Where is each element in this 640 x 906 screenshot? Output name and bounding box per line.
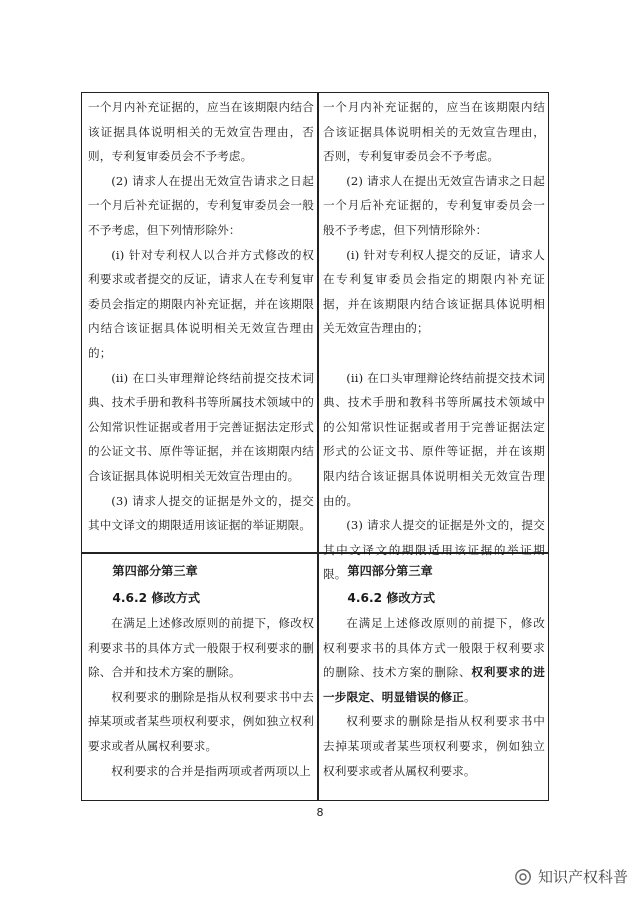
watermark-text: 知识产权科普 [537,868,628,886]
left-top-paragraph-4: (ii) 在口头审理辩论终结前提交技术词典、技术手册和教科书等所属技术领域中的公知常识性证据或者用于完善证据法定形式的公证文书、原件等证据，并在该期限内结合该证据具体说明相关无效宣告理由的。 [88,370,314,483]
page-number: 8 [316,806,324,819]
left-bottom-paragraph-3: 权利要求的合并是指两项或者两项以上 [111,763,311,778]
watermark [514,866,628,887]
right-top-paragraph-5: (3) 请求人提交的证据是外文的，提交其中文译文的期限适用该证据的举证期限。 [323,518,545,582]
left-bottom-paragraph-2: 权利要求的删除是指从权利要求书中去掉某项或者某些项权利要求，例如独立权利要求或者从属权利要求。 [88,689,314,753]
left-bottom-paragraph-1: 在满足上述修改原则的前提下，修改权利要求书的具体方式一般限于权利要求的删除、合并和技术方案的删除。 [88,616,314,680]
left-top-paragraph-1: 一个月内补充证据的，应当在该期限内结合该证据具体说明相关的无效宣告理由，否则，专利复审委员会不予考虑。 [88,100,314,164]
left-bottom-cell [88,557,314,799]
highlighted-amendment-text: 权利要求的进一步限定、明显错误的修正 [323,665,545,704]
left-top-cell [88,95,314,550]
right-top-paragraph-1: 一个月内补充证据的，应当在该期限内结合该证据具体说明相关的无效宣告理由，否则，专利复审委员会不予考虑。 [323,100,545,164]
right-bottom-paragraph-1 [323,611,545,709]
left-top-paragraph-2: (2) 请求人在提出无效宣告请求之日起一个月后补充证据的，专利复审委员会一般不予考虑，但下列情形除外： [88,173,314,237]
left-top-paragraph-5: (3) 请求人提交的证据是外文的，提交其中文译文的期限适用该证据的举证期限。 [88,493,314,533]
paragraph-text: 在满足上述修改原则的前提下，修改权利要求书的具体方式一般限于权利要求的删除、技术方案的删除、 [323,616,545,680]
right-top-paragraph-4: (ii) 在口头审理辩论终结前提交技术词典、技术手册和教科书等所属技术领域中的公知常识性证据或者用于完善证据法定形式的公证文书、原件等证据，并在该期限内结合该证据具体说明相关无效宣告理由的。 [323,370,545,508]
paragraph-text-end: 。 [463,689,476,704]
right-bottom-paragraph-2: 权利要求的删除是指从权利要求书中去掉某项或者某些项权利要求，例如独立权利要求或者从属权利要求。 [323,714,545,778]
right-bottom-cell [323,557,545,799]
right-top-paragraph-2: (2) 请求人在提出无效宣告请求之日起一个月后补充证据的，专利复审委员会一般不予考虑，但下列情形除外： [323,173,545,237]
left-section-heading: 4.6.2 修改方式 [112,591,201,605]
right-top-paragraph-3: (i) 针对专利权人提交的反证，请求人在专利复审委员会指定的期限内补充证据，并在该期限内结合该证据具体说明相关无效宣告理由的； [323,247,545,336]
right-section-heading: 4.6.2 修改方式 [347,591,436,605]
column-divider [317,93,319,800]
left-top-paragraph-3: (i) 针对专利权人以合并方式修改的权利要求或者提交的反证，请求人在专利复审委员会指定的期限内补充证据，并在该期限内结合该证据具体说明相关无效宣告理由的； [88,247,314,360]
wechat-official-account-icon [514,868,532,886]
comparison-table [81,92,549,801]
left-chapter-heading: 第四部分第三章 [112,564,198,578]
right-chapter-heading: 第四部分第三章 [347,564,433,578]
